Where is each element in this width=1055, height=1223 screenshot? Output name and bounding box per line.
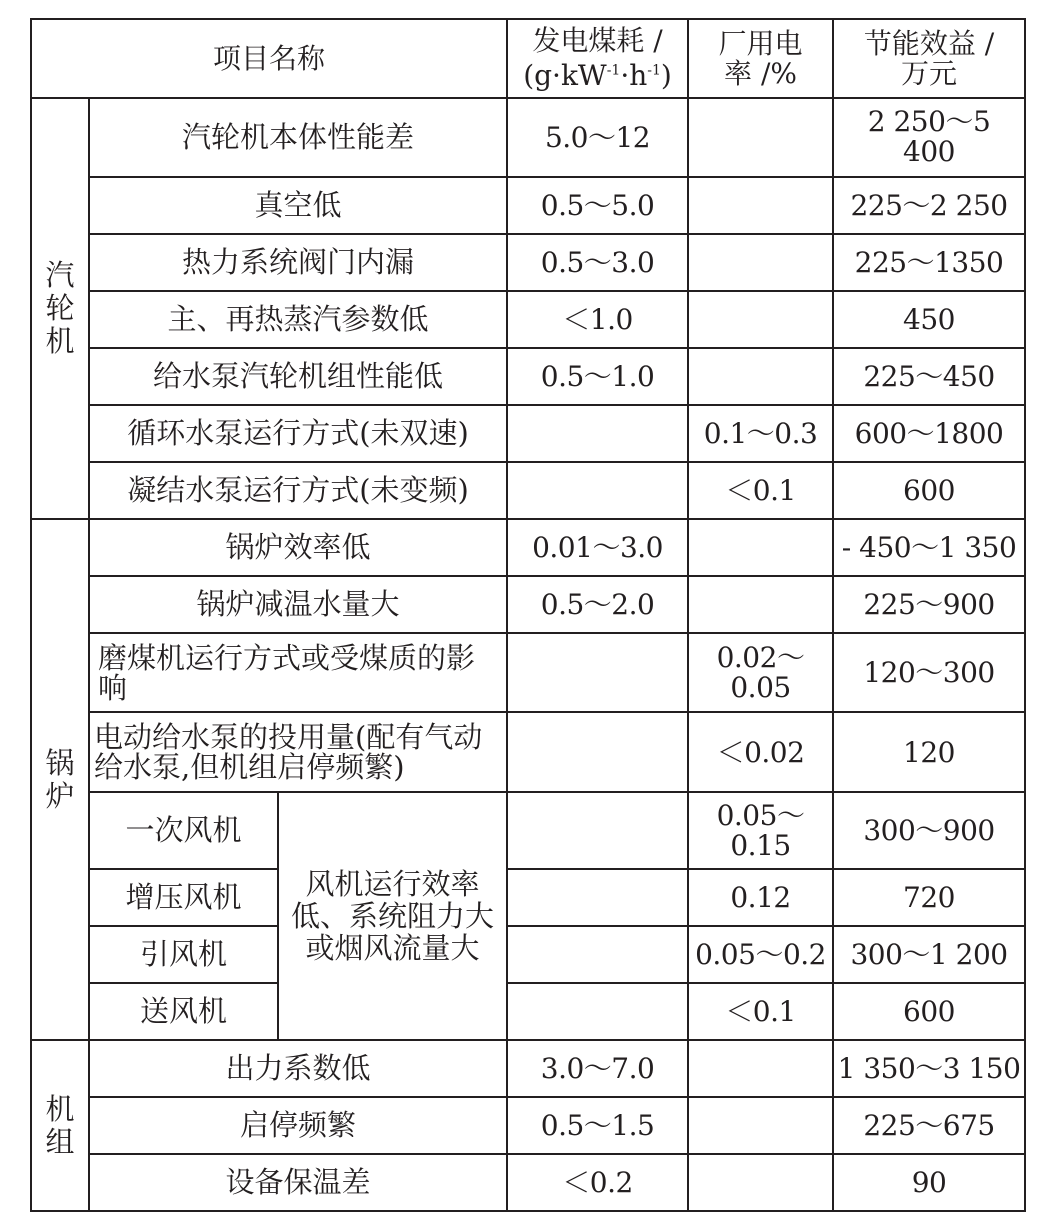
group-label-boiler: 锅 炉 — [31, 519, 89, 1040]
power-cell: 0.12 — [688, 869, 833, 926]
coal-cell: 0.01～3.0 — [507, 519, 688, 576]
benefit-cell: 600 — [833, 462, 1025, 519]
coal-cell: 0.5～1.0 — [507, 348, 688, 405]
item-cell: 磨煤机运行方式或受煤质的影响 — [89, 633, 507, 712]
table-row — [31, 519, 1025, 576]
item-cell: 凝结水泵运行方式(未变频) — [89, 462, 507, 519]
power-cell — [688, 234, 833, 291]
power-cell — [688, 98, 833, 177]
energy-loss-table — [30, 18, 1026, 1212]
coal-cell: 0.5～1.5 — [507, 1097, 688, 1154]
coal-cell — [507, 869, 688, 926]
header-benefit-line1: 节能效益 / — [863, 26, 995, 60]
group-label-unit: 机 组 — [31, 1040, 89, 1211]
header-benefit-line2: 万元 — [901, 56, 958, 90]
power-cell — [688, 291, 833, 348]
coal-cell — [507, 712, 688, 792]
benefit-cell: 720 — [833, 869, 1025, 926]
power-cell: 0.02～0.05 — [688, 633, 833, 712]
table-row — [31, 348, 1025, 405]
table-row — [31, 633, 1025, 712]
table-row — [31, 291, 1025, 348]
coal-cell: 0.5～3.0 — [507, 234, 688, 291]
benefit-cell: - 450～1 350 — [833, 519, 1025, 576]
power-cell — [688, 1040, 833, 1097]
power-cell — [688, 519, 833, 576]
coal-cell — [507, 792, 688, 869]
coal-cell — [507, 926, 688, 983]
table-row — [31, 712, 1025, 792]
table-row — [31, 792, 1025, 869]
table-row — [31, 926, 1025, 983]
table-row — [31, 1097, 1025, 1154]
coal-cell: 3.0～7.0 — [507, 1040, 688, 1097]
benefit-cell: 225～675 — [833, 1097, 1025, 1154]
table-row — [31, 983, 1025, 1040]
benefit-cell: 225～450 — [833, 348, 1025, 405]
header-aux-power-rate — [688, 19, 833, 98]
power-cell — [688, 348, 833, 405]
power-cell: ＜0.1 — [688, 983, 833, 1040]
table-row — [31, 98, 1025, 177]
benefit-cell: 450 — [833, 291, 1025, 348]
benefit-cell: 225～1350 — [833, 234, 1025, 291]
power-cell — [688, 576, 833, 633]
header-power-line1: 厂用电 — [718, 26, 803, 60]
item-cell: 送风机 — [89, 983, 278, 1040]
power-cell: 0.05～0.15 — [688, 792, 833, 869]
benefit-cell: 90 — [833, 1154, 1025, 1211]
item-cell: 真空低 — [89, 177, 507, 234]
header-coal-line2: $(g\cdot kW^{-1}\cdot h^{-1})$ — [523, 59, 672, 93]
power-cell — [688, 1154, 833, 1211]
power-cell: ＜0.1 — [688, 462, 833, 519]
table-row — [31, 405, 1025, 462]
coal-cell: 0.5～5.0 — [507, 177, 688, 234]
benefit-cell: 600～1800 — [833, 405, 1025, 462]
item-cell: 锅炉效率低 — [89, 519, 507, 576]
header-row — [31, 19, 1025, 98]
header-energy-benefit — [833, 19, 1025, 98]
coal-cell: 0.5～2.0 — [507, 576, 688, 633]
coal-cell — [507, 983, 688, 1040]
coal-cell — [507, 462, 688, 519]
power-cell: 0.05～0.2 — [688, 926, 833, 983]
header-item-name: 项目名称 — [31, 19, 507, 98]
benefit-cell: 600 — [833, 983, 1025, 1040]
benefit-cell: 120～300 — [833, 633, 1025, 712]
header-coal-consumption — [507, 19, 688, 98]
fan-group-label: 风机运行效率低、系统阻力大或烟风流量大 — [278, 792, 507, 1040]
item-cell: 循环水泵运行方式(未双速) — [89, 405, 507, 462]
header-coal-line1: 发电煤耗 / — [532, 23, 663, 57]
benefit-cell: 300～900 — [833, 792, 1025, 869]
item-cell: 电动给水泵的投用量(配有气动给水泵,但机组启停频繁) — [89, 712, 507, 792]
benefit-cell: 300～1 200 — [833, 926, 1025, 983]
item-cell: 增压风机 — [89, 869, 278, 926]
table-row — [31, 462, 1025, 519]
item-cell: 设备保温差 — [89, 1154, 507, 1211]
benefit-cell: 2 250～5 400 — [833, 98, 1025, 177]
item-cell: 汽轮机本体性能差 — [89, 98, 507, 177]
benefit-cell: 1 350～3 150 — [833, 1040, 1025, 1097]
item-cell: 热力系统阀门内漏 — [89, 234, 507, 291]
table-row — [31, 576, 1025, 633]
header-power-line2: 率 /% — [724, 56, 797, 90]
power-cell: 0.1～0.3 — [688, 405, 833, 462]
coal-cell: 5.0～12 — [507, 98, 688, 177]
coal-cell — [507, 405, 688, 462]
table-row — [31, 177, 1025, 234]
power-cell — [688, 1097, 833, 1154]
coal-cell: ＜1.0 — [507, 291, 688, 348]
coal-cell: ＜0.2 — [507, 1154, 688, 1211]
item-cell: 出力系数低 — [89, 1040, 507, 1097]
coal-cell — [507, 633, 688, 712]
table-row — [31, 1040, 1025, 1097]
item-cell: 引风机 — [89, 926, 278, 983]
item-cell: 锅炉减温水量大 — [89, 576, 507, 633]
power-cell: ＜0.02 — [688, 712, 833, 792]
item-cell: 主、再热蒸汽参数低 — [89, 291, 507, 348]
group-label-turbine: 汽 轮 机 — [31, 98, 89, 519]
item-cell: 一次风机 — [89, 792, 278, 869]
table-row — [31, 1154, 1025, 1211]
table-row — [31, 869, 1025, 926]
power-cell — [688, 177, 833, 234]
item-cell: 给水泵汽轮机组性能低 — [89, 348, 507, 405]
table-row — [31, 234, 1025, 291]
benefit-cell: 120 — [833, 712, 1025, 792]
benefit-cell: 225～900 — [833, 576, 1025, 633]
benefit-cell: 225～2 250 — [833, 177, 1025, 234]
item-cell: 启停频繁 — [89, 1097, 507, 1154]
